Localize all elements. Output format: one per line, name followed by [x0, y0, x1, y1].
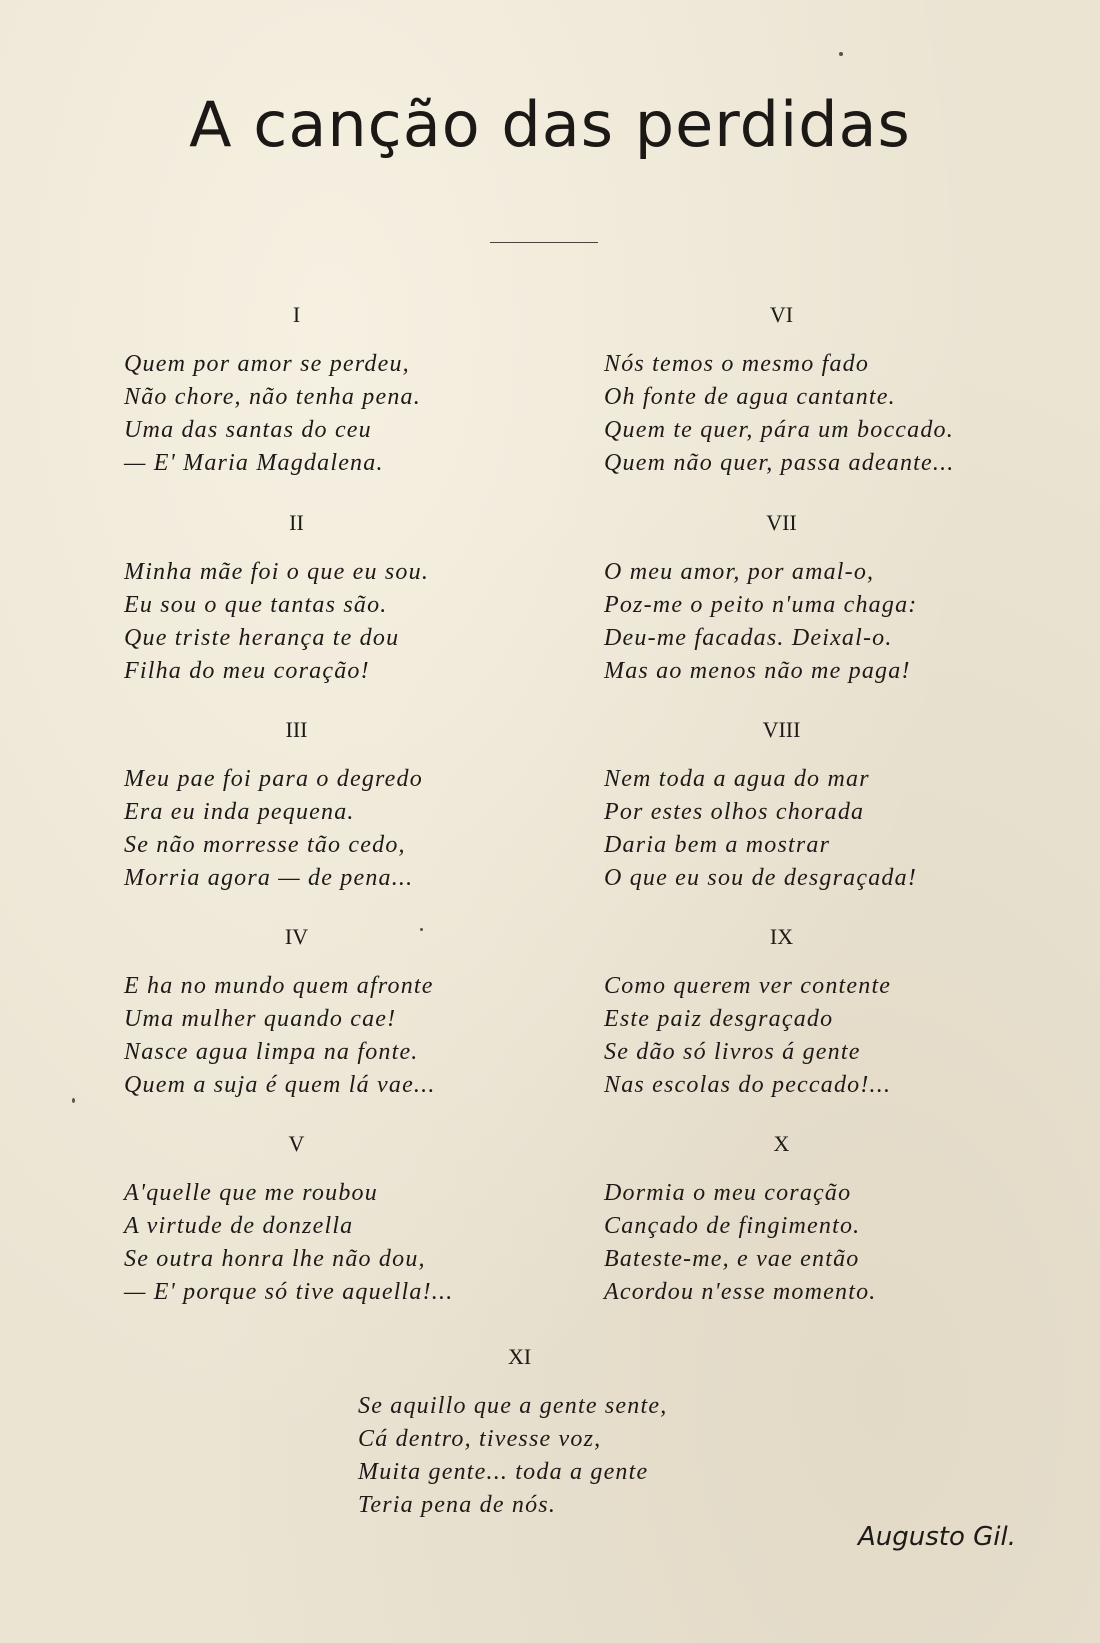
verse-line: Meu pae foi para o degredo [124, 766, 423, 792]
verse-line: — E' Maria Magdalena. [124, 450, 384, 476]
stanza-2 [124, 506, 544, 688]
verse-line: Se aquillo que a gente sente, [358, 1393, 668, 1419]
verse-line: Quem te quer, pára um boccado. [604, 417, 954, 443]
verse-line: Bateste-me, e vae então [604, 1246, 860, 1272]
stanza-5 [124, 1127, 544, 1309]
stanza-number: XI [508, 1344, 532, 1369]
verse-line: Quem não quer, passa adeante... [604, 450, 955, 476]
stanza-7 [604, 506, 1024, 688]
paper-speck [839, 52, 843, 56]
verse-line: O meu amor, por amal-o, [604, 559, 875, 585]
stanza-10 [604, 1127, 1024, 1309]
verse-line: Eu sou o que tantas são. [124, 592, 388, 618]
stanza-4 [124, 920, 544, 1102]
verse-line: Mas ao menos não me paga! [604, 658, 911, 684]
stanza-number: I [292, 302, 301, 327]
title-divider [490, 242, 598, 243]
verse-line: Poz-me o peito n'uma chaga: [604, 592, 918, 618]
stanza-3 [124, 713, 544, 895]
verse-line: Cá dentro, tivesse voz, [358, 1426, 602, 1452]
stanza-number: III [285, 717, 308, 742]
verse-line: Minha mãe foi o que eu sou. [124, 559, 430, 585]
verse-line: Acordou n'esse momento. [604, 1279, 877, 1305]
stanza-11 [358, 1340, 758, 1522]
stanza-9 [604, 920, 1024, 1102]
stanza-number: VIII [762, 717, 801, 742]
stanza-8 [604, 713, 1024, 895]
verse-line: Teria pena de nós. [358, 1492, 557, 1518]
verse-line: Morria agora — de pena... [124, 865, 414, 891]
verse-line: Quem a suja é quem lá vae... [124, 1072, 436, 1098]
verse-line: Por estes olhos chorada [604, 799, 865, 825]
stanza-number: II [289, 510, 304, 535]
verse-line: Nem toda a agua do mar [604, 766, 870, 792]
author-signature: Augusto Gil. [858, 1522, 1017, 1552]
verse-line: Este paiz desgraçado [604, 1006, 834, 1032]
verse-line: Daria bem a mostrar [604, 832, 831, 858]
stanza-number: IX [769, 924, 794, 949]
verse-line: Nasce agua limpa na fonte. [124, 1039, 419, 1065]
poem-title: A canção das perdidas [189, 88, 911, 161]
stanza-6 [604, 298, 1024, 480]
stanza-number: X [773, 1131, 790, 1156]
verse-line: Não chore, não tenha pena. [124, 384, 421, 410]
verse-line: Oh fonte de agua cantante. [604, 384, 896, 410]
verse-line: Muita gente... toda a gente [358, 1459, 649, 1485]
verse-line: Se dão só livros á gente [604, 1039, 861, 1065]
verse-line: Filha do meu coração! [124, 658, 370, 684]
stanza-number: V [288, 1131, 305, 1156]
paper-speck [72, 1098, 75, 1103]
stanza-1 [124, 298, 544, 480]
verse-line: Se outra honra lhe não dou, [124, 1246, 426, 1272]
verse-line: A'quelle que me roubou [124, 1180, 378, 1206]
verse-line: — E' porque só tive aquella!... [124, 1279, 454, 1305]
verse-line: Uma das santas do ceu [124, 417, 372, 443]
verse-line: A virtude de donzella [124, 1213, 354, 1239]
verse-line: Cançado de fingimento. [604, 1213, 861, 1239]
stanza-number: VII [766, 510, 797, 535]
stanza-number: IV [284, 924, 309, 949]
paper-speck [420, 928, 423, 931]
verse-line: Dormia o meu coração [604, 1180, 852, 1206]
verse-line: Uma mulher quando cae! [124, 1006, 397, 1032]
verse-line: Nós temos o mesmo fado [604, 351, 870, 377]
verse-line: Se não morresse tão cedo, [124, 832, 406, 858]
verse-line: Que triste herança te dou [124, 625, 400, 651]
verse-line: Era eu inda pequena. [124, 799, 355, 825]
verse-line: O que eu sou de desgraçada! [604, 865, 918, 891]
verse-line: Quem por amor se perdeu, [124, 351, 410, 377]
verse-line: E ha no mundo quem afronte [124, 973, 434, 999]
verse-line: Deu-me facadas. Deixal-o. [604, 625, 893, 651]
verse-line: Nas escolas do peccado!... [604, 1072, 892, 1098]
stanza-number: VI [769, 302, 794, 327]
verse-line: Como querem ver contente [604, 973, 892, 999]
